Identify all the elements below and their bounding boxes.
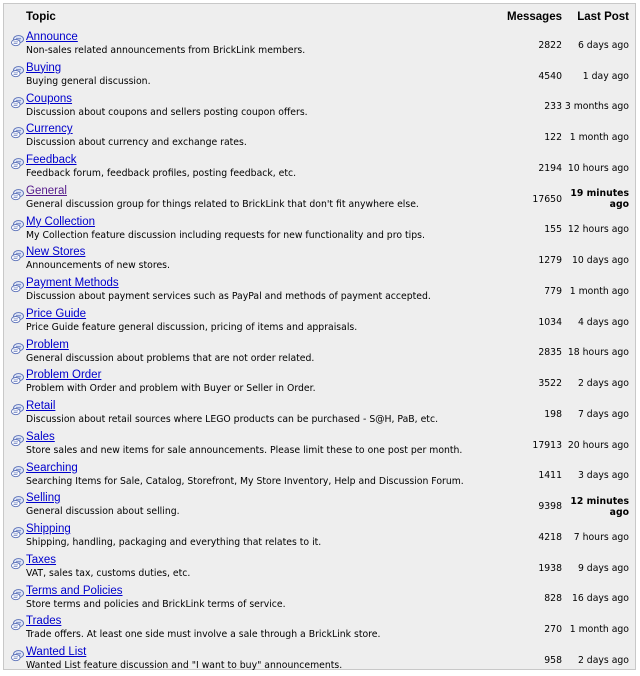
forum-title-link[interactable]: Announce — [26, 31, 78, 43]
forum-row — [4, 61, 635, 92]
forum-title-link[interactable]: Buying — [26, 61, 62, 74]
topic-cell — [4, 153, 496, 184]
forum-row — [4, 184, 635, 215]
message-count: 958 — [544, 654, 562, 666]
topic-cell — [4, 399, 496, 430]
topic-cell — [4, 92, 496, 123]
forum-messages-icon — [11, 247, 24, 259]
message-count: 17650 — [532, 193, 562, 205]
topic-cell — [4, 276, 496, 307]
forum-row — [4, 30, 635, 61]
topic-cell — [4, 614, 496, 645]
last-post-time: 12 hours ago — [567, 224, 629, 236]
topic-cell — [4, 338, 496, 369]
forum-description: General discussion group for things related to BrickLink that don't fit anywhere else. — [26, 198, 419, 210]
forum-title-link[interactable]: General — [26, 184, 67, 197]
forum-row — [4, 645, 635, 676]
topic-cell — [4, 30, 496, 61]
message-count: 1938 — [538, 562, 562, 574]
forum-list-panel — [3, 3, 636, 670]
forum-title-link[interactable]: My Collection — [26, 215, 96, 228]
forum-description: VAT, sales tax, customs duties, etc. — [26, 567, 191, 579]
topic-cell — [4, 461, 496, 492]
forum-title-link[interactable]: Feedback — [26, 154, 77, 166]
forum-row — [4, 430, 635, 461]
forum-messages-icon — [11, 524, 24, 536]
forum-description: Announcements of new stores. — [26, 260, 170, 272]
message-count: 4540 — [538, 70, 562, 82]
last-post-time: 4 days ago — [577, 316, 629, 328]
forum-title-link[interactable]: Retail — [26, 400, 56, 412]
message-count: 233 — [544, 101, 562, 113]
forum-row — [4, 122, 635, 153]
forum-row — [4, 491, 635, 522]
message-count: 3522 — [538, 378, 562, 390]
topic-cell — [4, 215, 496, 246]
message-count: 9398 — [538, 501, 562, 513]
topic-cell — [4, 184, 496, 215]
forum-description: Price Guide feature general discussion, pricing of items and appraisals. — [26, 321, 358, 333]
topic-cell — [4, 645, 496, 676]
message-count: 2194 — [538, 162, 562, 174]
topic-cell — [4, 122, 496, 153]
last-post-time: 6 days ago — [577, 39, 629, 51]
forum-row — [4, 276, 635, 307]
last-post-time: 3 days ago — [577, 470, 629, 482]
message-count: 17913 — [532, 439, 562, 451]
forum-title-link[interactable]: Currency — [26, 123, 73, 136]
forum-description: Non-sales related announcements from BrickLink members. — [26, 45, 306, 56]
topic-column-header: Topic — [26, 11, 56, 23]
forum-description: Shipping, handling, packaging and everything that relates to it. — [26, 537, 322, 548]
forum-title-link[interactable]: Trades — [26, 615, 62, 628]
forum-messages-icon — [11, 94, 24, 106]
message-count: 1034 — [538, 316, 562, 328]
topic-cell — [4, 553, 496, 584]
forum-row — [4, 368, 635, 399]
forum-messages-icon — [11, 217, 24, 229]
forum-description: Wanted List feature discussion and "I want to buy" announcements. — [26, 660, 343, 671]
message-count: 1279 — [538, 255, 562, 267]
forum-row — [4, 584, 635, 615]
forum-description: Problem with Order and problem with Buyer or Seller in Order. — [26, 383, 316, 395]
forum-row — [4, 399, 635, 430]
last-post-time: 2 days ago — [577, 654, 629, 666]
forum-row — [4, 92, 635, 123]
forum-title-link[interactable]: Wanted List — [26, 646, 87, 658]
message-count: 198 — [544, 408, 562, 420]
message-count: 122 — [544, 132, 562, 144]
last-post-time: 1 month ago — [569, 285, 629, 297]
forum-description: Store terms and policies and BrickLink terms of service. — [26, 598, 286, 610]
forum-description: Discussion about currency and exchange rates. — [26, 137, 247, 149]
forum-messages-icon — [11, 401, 24, 413]
topic-cell — [4, 307, 496, 338]
last-post-time: 7 hours ago — [573, 531, 629, 543]
forum-messages-icon — [11, 278, 24, 290]
forum-title-link[interactable]: Searching — [26, 461, 78, 474]
messages-column-header: Messages — [507, 11, 562, 23]
last-post-time: 19 minutes ago — [570, 188, 629, 211]
topic-cell — [4, 245, 496, 276]
message-count: 828 — [544, 593, 562, 605]
forum-title-link[interactable]: Shipping — [26, 523, 71, 535]
forum-title-link[interactable]: Price Guide — [26, 307, 87, 320]
forum-messages-icon — [11, 63, 24, 75]
last-post-time: 9 days ago — [577, 562, 629, 574]
forum-title-link[interactable]: Sales — [26, 430, 55, 443]
forum-row — [4, 215, 635, 246]
forum-title-link[interactable]: Selling — [26, 492, 61, 505]
forum-table — [4, 4, 635, 676]
forum-messages-icon — [11, 309, 24, 321]
forum-title-link[interactable]: Coupons — [26, 92, 73, 105]
last-post-time: 18 hours ago — [567, 347, 629, 359]
forum-messages-icon — [11, 32, 24, 44]
forum-messages-icon — [11, 647, 24, 659]
forum-title-link[interactable]: Problem Order — [26, 369, 102, 382]
last-post-time: 1 day ago — [582, 70, 629, 82]
forum-row — [4, 245, 635, 276]
forum-messages-icon — [11, 586, 24, 598]
forum-description: General discussion about problems that are not order related. — [26, 352, 315, 364]
last-post-time: 10 days ago — [572, 255, 629, 267]
forum-title-link[interactable]: Terms and Policies — [26, 584, 123, 597]
forum-title-link[interactable]: New Stores — [26, 246, 86, 259]
forum-description: Buying general discussion. — [26, 75, 151, 87]
forum-row — [4, 338, 635, 369]
message-count: 2835 — [538, 347, 562, 359]
forum-messages-icon — [11, 616, 24, 628]
forum-messages-icon — [11, 555, 24, 567]
last-post-column-header: Last Post — [577, 11, 629, 23]
message-count: 2822 — [538, 39, 562, 51]
forum-title-link[interactable]: Payment Methods — [26, 277, 119, 289]
forum-rows — [4, 30, 635, 676]
forum-messages-icon — [11, 124, 24, 136]
message-count: 155 — [544, 224, 562, 236]
forum-description: Store sales and new items for sale announcements. Please limit these to one post per month. — [26, 444, 463, 456]
message-count: 4218 — [538, 531, 562, 543]
message-count: 779 — [544, 285, 562, 297]
last-post-time: 10 hours ago — [567, 162, 629, 174]
forum-description: My Collection feature discussion including requests for new functionality and pro tips. — [26, 229, 425, 241]
forum-description: Discussion about retail sources where LEGO products can be purchased - S@H, PaB, etc. — [26, 414, 439, 425]
last-post-time: 1 month ago — [569, 132, 629, 144]
forum-description: Discussion about coupons and sellers posting coupon offers. — [26, 106, 308, 118]
last-post-time: 1 month ago — [569, 624, 629, 636]
forum-messages-icon — [11, 340, 24, 352]
forum-row — [4, 153, 635, 184]
topic-cell — [4, 430, 496, 461]
forum-row — [4, 307, 635, 338]
forum-row — [4, 522, 635, 553]
forum-description: Trade offers. At least one side must involve a sale through a BrickLink store. — [26, 629, 381, 641]
forum-description: Feedback forum, feedback profiles, posting feedback, etc. — [26, 168, 297, 179]
forum-messages-icon — [11, 493, 24, 505]
last-post-time: 20 hours ago — [567, 439, 629, 451]
last-post-time: 3 months ago — [564, 101, 629, 113]
message-count: 270 — [544, 624, 562, 636]
topic-cell — [4, 491, 496, 522]
forum-title-link[interactable]: Problem — [26, 338, 69, 351]
forum-messages-icon — [11, 186, 24, 198]
forum-row — [4, 614, 635, 645]
forum-description: Discussion about payment services such as PayPal and methods of payment accepted. — [26, 291, 431, 302]
forum-title-link[interactable]: Taxes — [26, 553, 57, 566]
topic-cell — [4, 584, 496, 615]
topic-cell — [4, 522, 496, 553]
last-post-time: 7 days ago — [577, 408, 629, 420]
forum-row — [4, 553, 635, 584]
last-post-time: 2 days ago — [577, 378, 629, 390]
message-count: 1411 — [538, 470, 562, 482]
forum-description: General discussion about selling. — [26, 506, 180, 518]
forum-row — [4, 461, 635, 492]
forum-messages-icon — [11, 432, 24, 444]
last-post-time: 16 days ago — [572, 593, 629, 605]
forum-messages-icon — [11, 463, 24, 475]
topic-cell — [4, 368, 496, 399]
last-post-time: 12 minutes ago — [570, 495, 629, 518]
forum-messages-icon — [11, 155, 24, 167]
forum-description: Searching Items for Sale, Catalog, Storefront, My Store Inventory, Help and Discussion Forum. — [26, 475, 464, 487]
topic-cell — [4, 61, 496, 92]
forum-messages-icon — [11, 370, 24, 382]
